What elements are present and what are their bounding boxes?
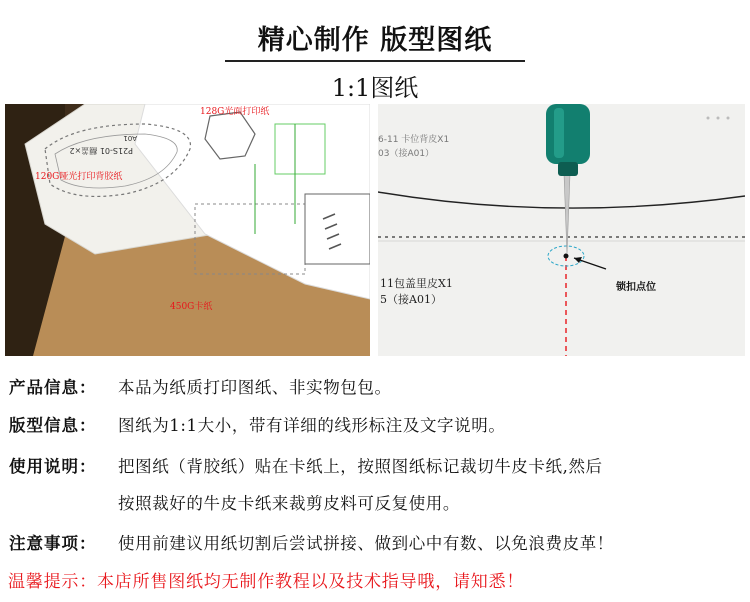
info-text-product: 本品为纸质打印图纸、非实物包包。 bbox=[118, 378, 392, 397]
pattern-bottom-text-2: 5（接A01） bbox=[380, 293, 442, 306]
info-text-pattern: 图纸为1:1大小，带有详细的线形标注及文字说明。 bbox=[118, 416, 506, 435]
info-label-usage: 使用说明： bbox=[9, 457, 97, 476]
info-label-product: 产品信息： bbox=[9, 378, 97, 397]
info-label-caution: 注意事项： bbox=[9, 534, 97, 553]
info-text-usage: 把图纸（背胶纸）贴在卡纸上，按照图纸标记裁切牛皮卡纸,然后 bbox=[118, 457, 603, 476]
pattern-code: A01 bbox=[123, 134, 137, 142]
title-divider bbox=[225, 60, 525, 62]
pattern-bottom-text-1: 11包盖里皮X1 bbox=[380, 277, 453, 290]
page-title: 精心制作 版型图纸 bbox=[257, 25, 493, 56]
adhesive-paper-label: 120G哑光打印背胶纸 bbox=[35, 172, 123, 182]
info-label-pattern: 版型信息： bbox=[9, 416, 97, 435]
cardboard-label: 450G卡纸 bbox=[170, 302, 213, 312]
paper-types-illustration bbox=[5, 104, 370, 356]
pattern-text: P21S-01 翻盖×2 bbox=[69, 146, 133, 155]
tool-on-pattern-photo bbox=[378, 104, 745, 356]
info-text-caution: 使用前建议用纸切割后尝试拼接、做到心中有数、以免浪费皮革！ bbox=[118, 534, 614, 553]
tool-handle bbox=[546, 104, 590, 164]
warm-notice: 温馨提示：本店所售图纸均无制作教程以及技术指导哦，请知悉！ bbox=[8, 572, 525, 592]
paper-types-photo bbox=[5, 104, 370, 356]
pattern-top-text-1: 6-11 卡位背皮X1 bbox=[378, 135, 450, 145]
info-text-usage-cont: 按照裁好的牛皮卡纸来裁剪皮料可反复使用。 bbox=[118, 494, 460, 513]
glossy-paper-label: 128G光面打印纸 bbox=[200, 107, 270, 117]
page-subtitle: 1:1图纸 bbox=[331, 74, 419, 102]
lock-point-annotation: 锁扣点位 bbox=[616, 282, 656, 293]
pattern-top-text-2: 03（接A01） bbox=[378, 149, 435, 159]
tool-illustration bbox=[378, 104, 745, 356]
